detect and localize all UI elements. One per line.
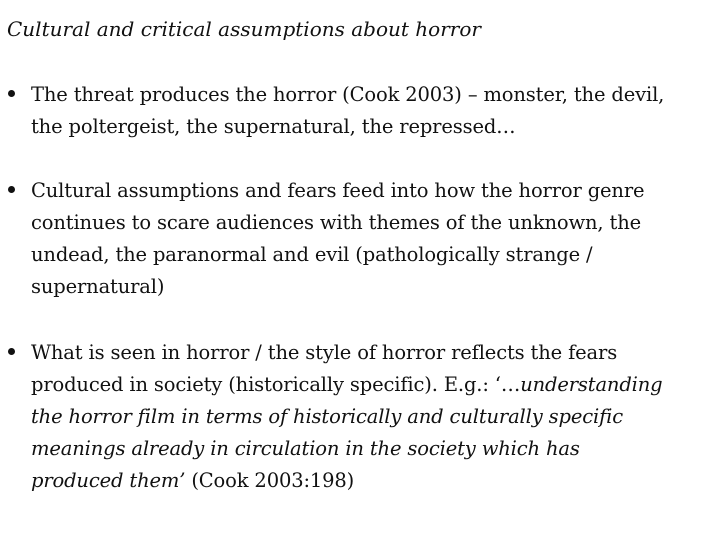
quote-line: the horror film in terms of historically and culturally specific bbox=[31, 405, 624, 428]
bullet-line-plain: produced in society (historically specific). E.g.: ‘… bbox=[31, 373, 521, 396]
bullet-line: continues to scare audiences with themes of the unknown, the bbox=[31, 211, 642, 234]
bullet-line: What is seen in horror / the style of horror reflects the fears bbox=[31, 341, 618, 364]
bullet-line: the poltergeist, the supernatural, the repressed… bbox=[31, 115, 516, 138]
bullet-text bbox=[31, 79, 711, 143]
bullet-dot-icon bbox=[8, 186, 15, 193]
bullet-line: supernatural) bbox=[31, 275, 165, 298]
bullet-text bbox=[31, 337, 711, 497]
quote-italic: understanding bbox=[520, 373, 663, 396]
quote-line: meanings already in circulation in the society which has bbox=[31, 437, 580, 460]
bullet-line: Cultural assumptions and fears feed into how the horror genre bbox=[31, 179, 645, 202]
quote-italic: produced them’ bbox=[31, 469, 186, 492]
bullet-line: The threat produces the horror (Cook 2003) – monster, the devil, bbox=[31, 83, 665, 106]
bullet-line bbox=[31, 369, 711, 401]
bullet-text bbox=[31, 175, 711, 303]
bullet-line bbox=[31, 465, 711, 497]
citation-text: (Cook 2003:198) bbox=[185, 469, 355, 492]
bullet-dot-icon bbox=[8, 90, 15, 97]
bullet-dot-icon bbox=[8, 348, 15, 355]
slide-heading: Cultural and critical assumptions about horror bbox=[7, 17, 481, 41]
bullet-line: undead, the paranormal and evil (pathologically strange / bbox=[31, 243, 593, 266]
